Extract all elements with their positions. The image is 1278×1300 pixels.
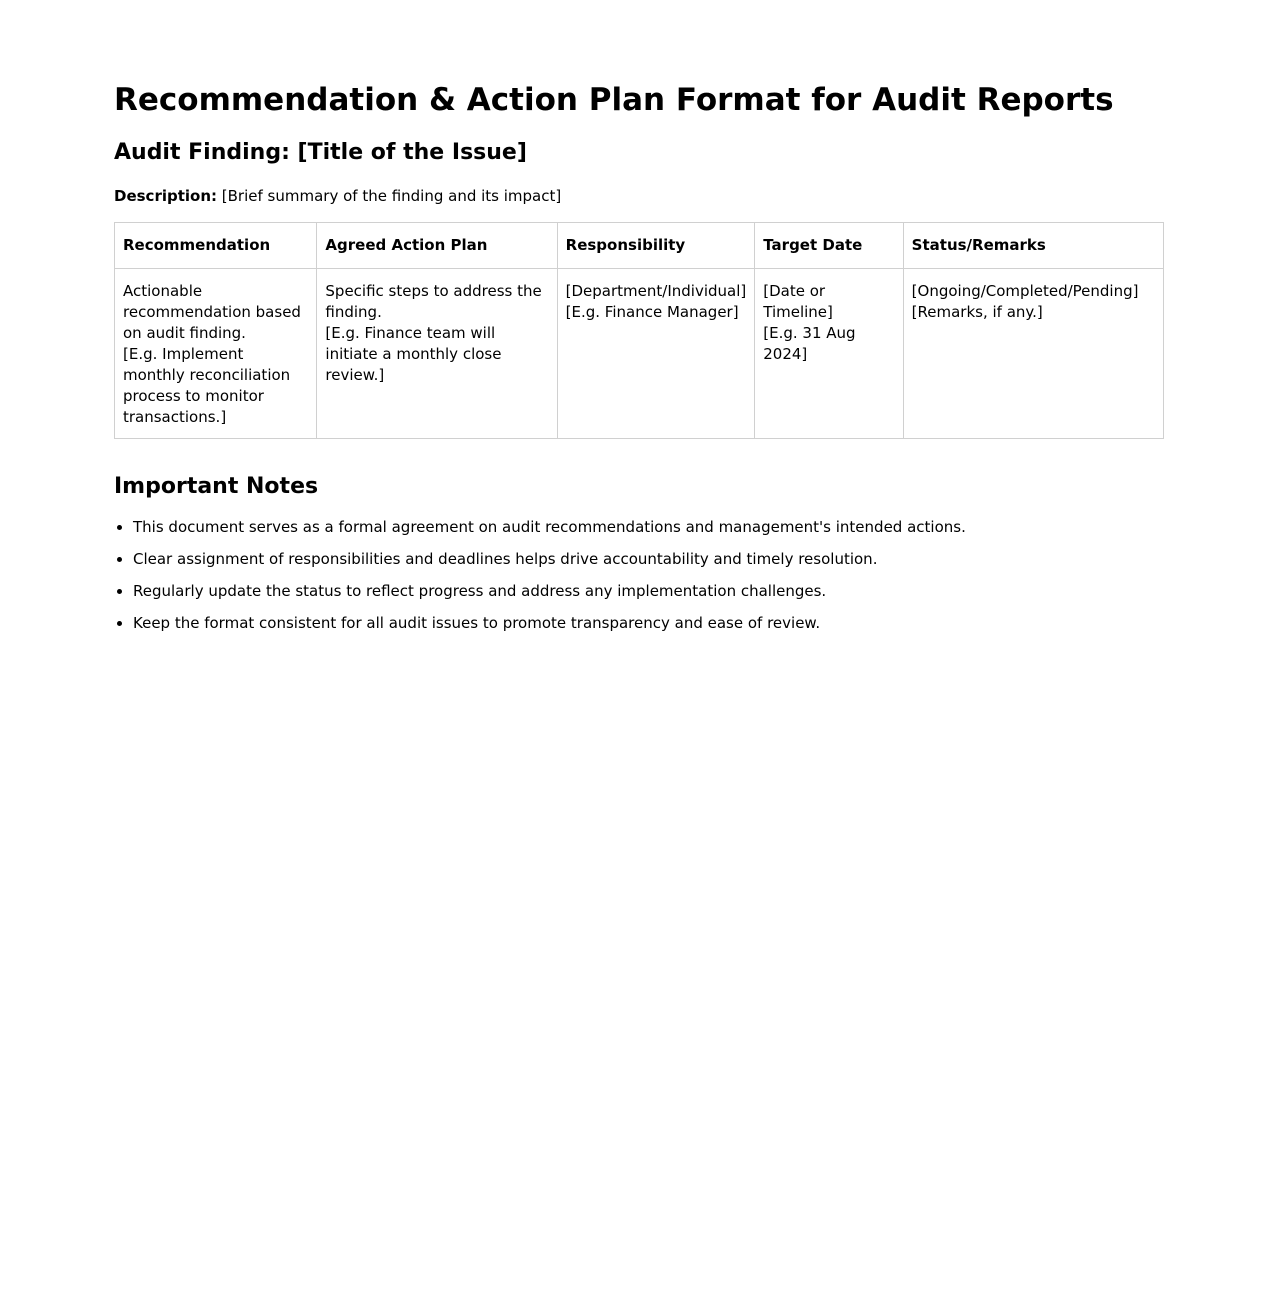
- page-title: Recommendation & Action Plan Format for Audit Reports: [114, 82, 1114, 118]
- finding-description: [114, 186, 1164, 207]
- cell-action-plan: [317, 268, 557, 438]
- cell-responsibility: [557, 268, 755, 438]
- cell-status-remarks: [903, 268, 1163, 438]
- recommendation-text: Actionable recommendation based on audit finding.: [123, 281, 301, 342]
- action-plan-example: [E.g. Finance team will initiate a monthly close review.]: [325, 323, 502, 384]
- table-header-row: [115, 222, 1164, 268]
- header-agreed-action-plan: Agreed Action Plan: [317, 222, 557, 268]
- responsibility-text: [Department/Individual]: [565, 281, 747, 300]
- finding-heading: Audit Finding: [Title of the Issue]: [114, 140, 527, 166]
- status-text: [Ongoing/Completed/Pending]: [911, 281, 1139, 300]
- header-status-remarks: Status/Remarks: [903, 222, 1163, 268]
- notes-list: [114, 517, 1164, 634]
- header-responsibility: Responsibility: [557, 222, 755, 268]
- notes-heading: Important Notes: [114, 473, 319, 499]
- description-label: Description:: [114, 186, 218, 205]
- list-item: • Regularly update the status to reflect progress and address any implementation challenges.: [133, 581, 1164, 602]
- header-target-date: Target Date: [755, 222, 903, 268]
- action-plan-table: [114, 222, 1164, 439]
- header-recommendation: Recommendation: [115, 222, 317, 268]
- target-date-example: [E.g. 31 Aug 2024]: [763, 323, 856, 363]
- list-item: • Keep the format consistent for all audit issues to promote transparency and ease of review.: [133, 613, 1164, 634]
- recommendation-example: [E.g. Implement monthly reconciliation process to monitor transactions.]: [123, 344, 291, 426]
- action-plan-text: Specific steps to address the finding.: [325, 281, 542, 321]
- cell-target-date: [755, 268, 903, 438]
- target-date-text: [Date or Timeline]: [763, 281, 833, 321]
- cell-recommendation: [115, 268, 317, 438]
- list-item: • This document serves as a formal agreement on audit recommendations and management's intended actions.: [133, 517, 1164, 538]
- responsibility-example: [E.g. Finance Manager]: [565, 302, 739, 321]
- table-row: [115, 268, 1164, 438]
- description-text: [Brief summary of the finding and its impact]: [217, 186, 562, 205]
- remarks-text: [Remarks, if any.]: [911, 302, 1043, 321]
- list-item: • Clear assignment of responsibilities and deadlines helps drive accountability and timely resolution.: [133, 549, 1164, 570]
- document-page: [0, 0, 1278, 634]
